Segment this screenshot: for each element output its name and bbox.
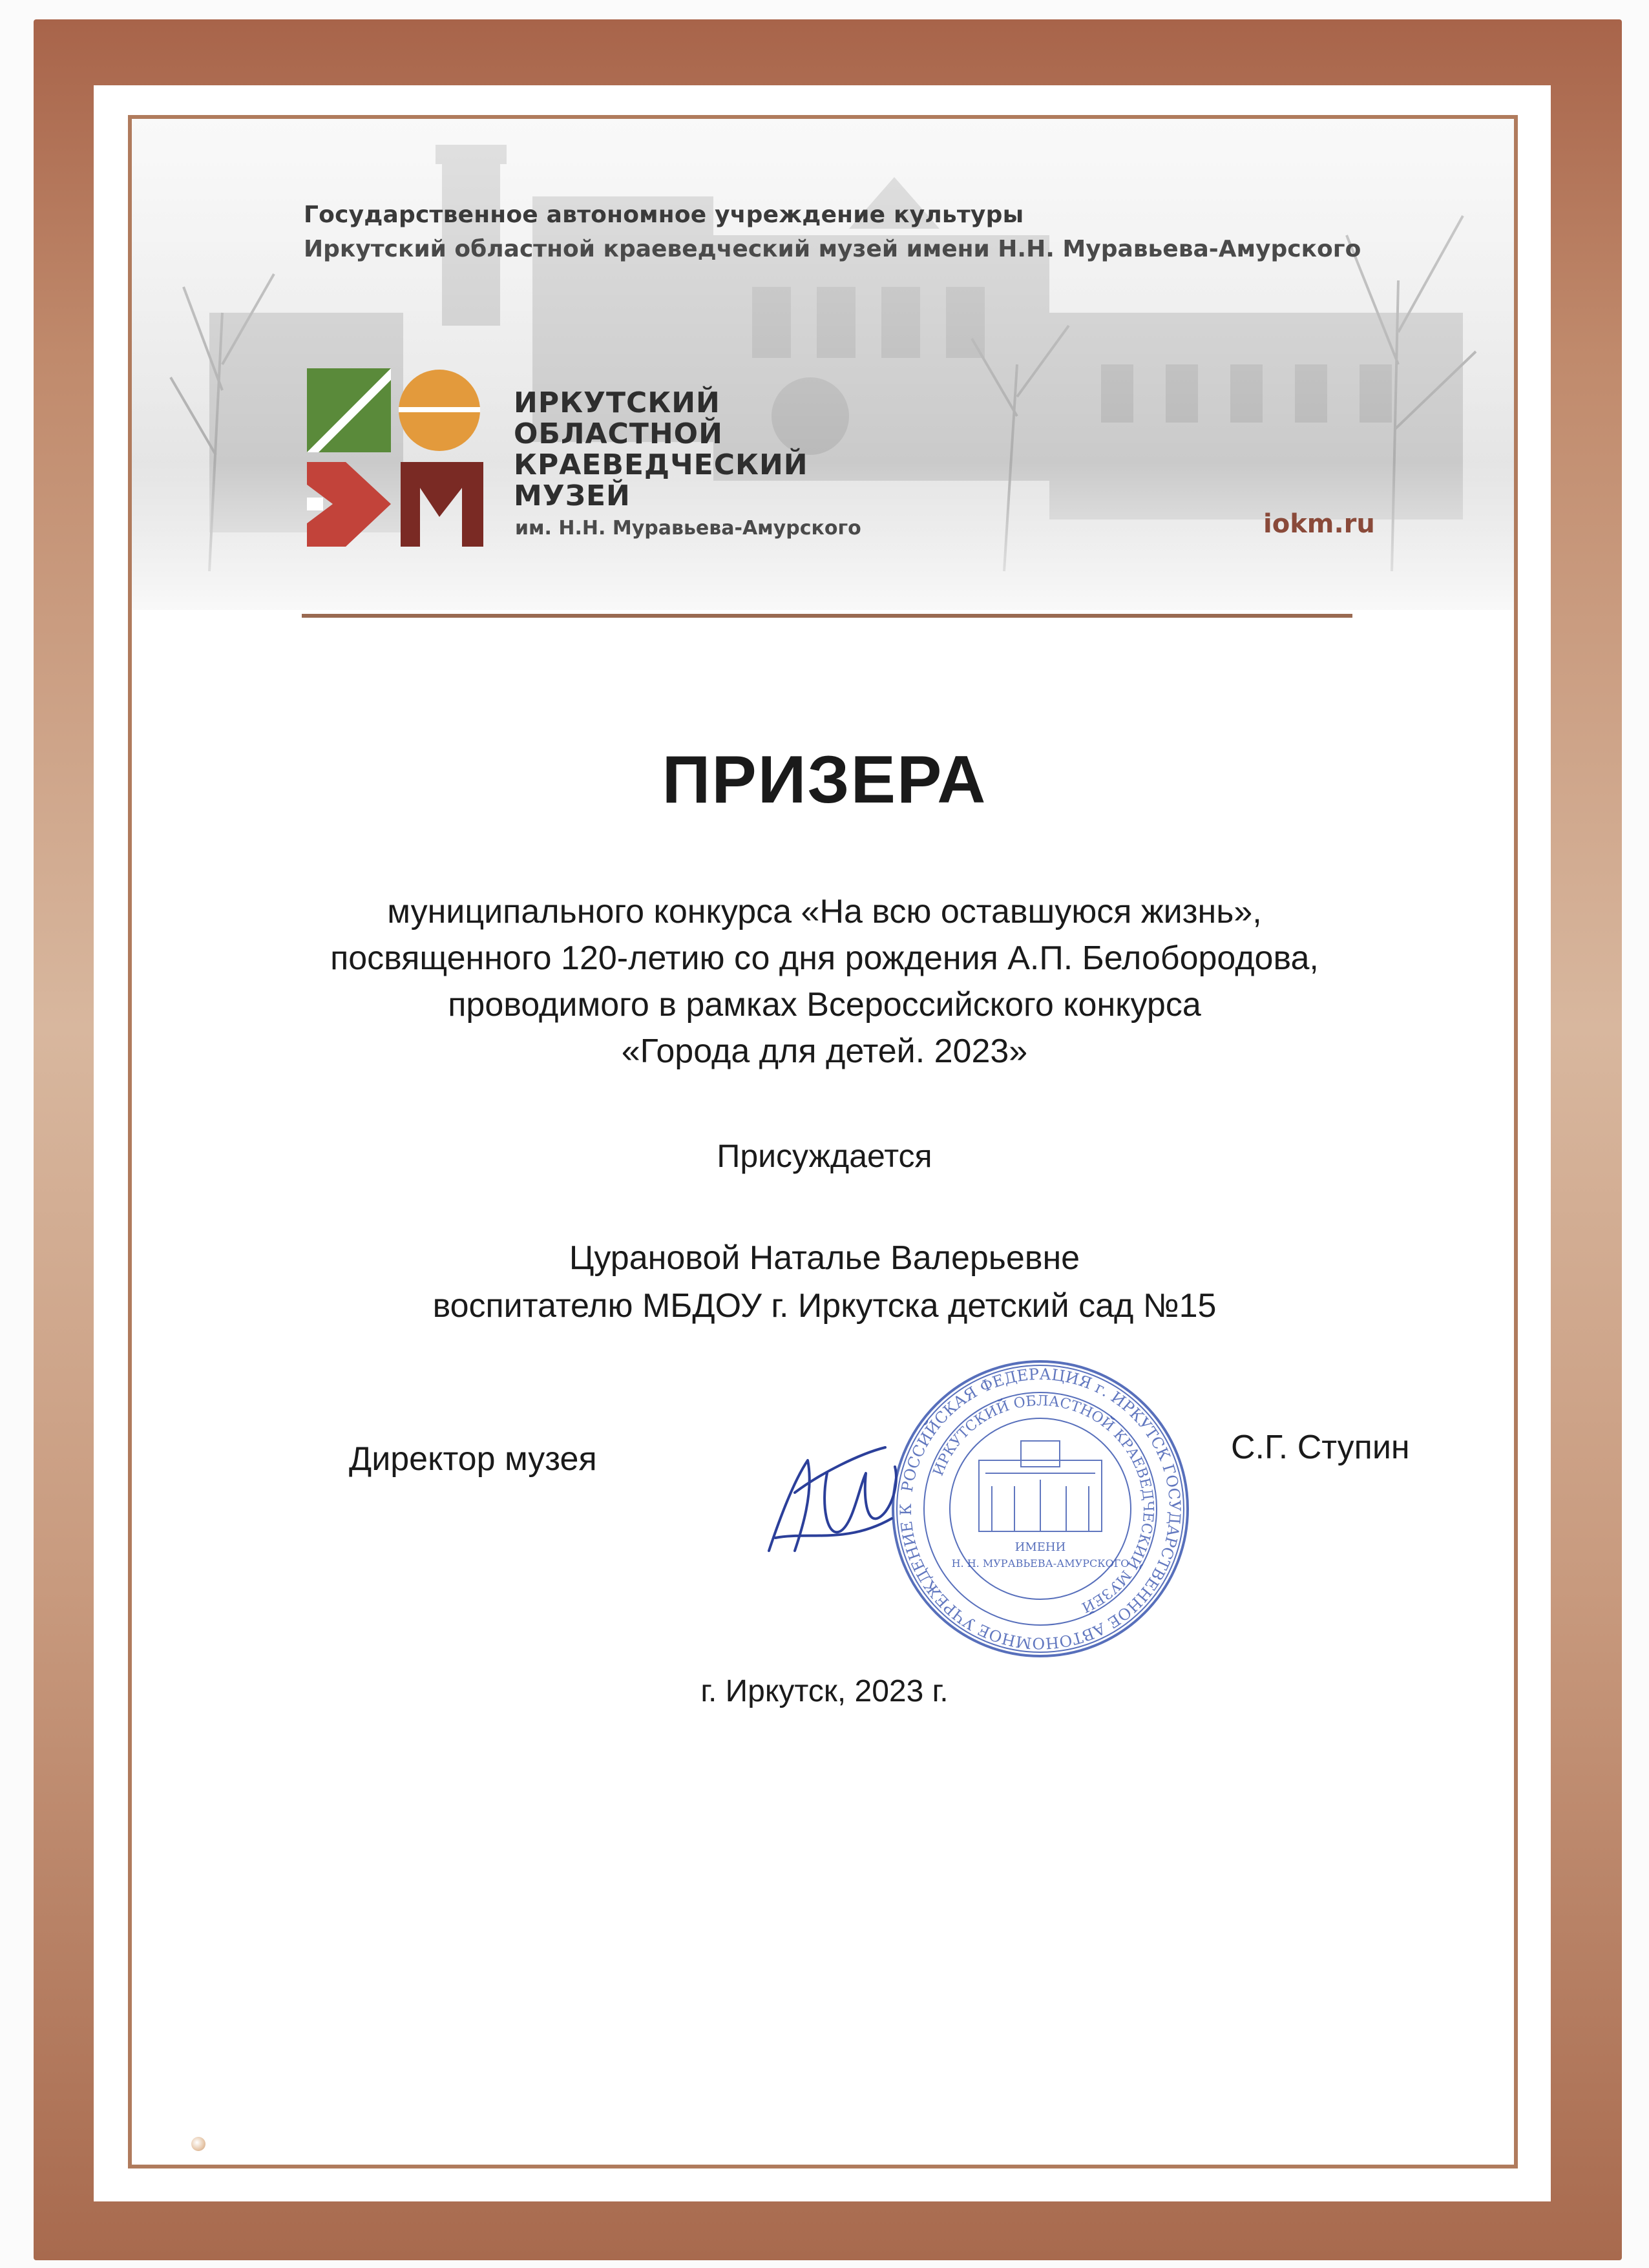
svg-text:ИМЕНИ: ИМЕНИ — [1014, 1540, 1066, 1554]
museum-seal-stamp — [888, 1357, 1192, 1661]
museum-name-line: МУЗЕЙ — [514, 479, 631, 512]
museum-name-line: ИРКУТСКИЙ — [514, 386, 720, 419]
header-divider — [302, 614, 1352, 618]
description-line: «Города для детей. 2023» — [621, 1033, 1028, 1070]
museum-name-line: ОБЛАСТНОЙ — [514, 417, 723, 450]
certificate-title: ПРИЗЕРА — [662, 742, 987, 817]
website-link: iokm.ru — [1263, 509, 1375, 539]
recipient-block — [0, 1234, 1649, 1330]
punch-hole — [191, 2137, 205, 2151]
awarded-label: Присуждается — [717, 1138, 932, 1174]
museum-name-line: КРАЕВЕДЧЕСКИЙ — [514, 448, 808, 481]
director-label: Директор музея — [349, 1440, 597, 1478]
contest-description — [0, 888, 1649, 1075]
director-signature — [756, 1434, 905, 1564]
description-line: проводимого в рамках Всероссийского конкурса — [448, 986, 1201, 1024]
description-line: муниципального конкурса «На всю оставшуюся жизнь», — [387, 893, 1262, 930]
museum-logo-icon — [307, 368, 483, 547]
org-type: Государственное автономное учреждение культуры — [304, 202, 1024, 228]
director-name: С.Г. Ступин — [1231, 1429, 1410, 1466]
org-full-name: Иркутский областной краеведческий музей имени Н.Н. Муравьева-Амурского — [304, 236, 1361, 262]
recipient-position: воспитателю МБДОУ г. Иркутска детский сад №15 — [432, 1287, 1217, 1325]
description-line: посвященного 120-летию со дня рождения А.П. Белобородова, — [330, 940, 1319, 977]
svg-text:РОССИЙСКАЯ ФЕДЕРАЦИЯ г. ИРКУТС: РОССИЙСКАЯ ФЕДЕРАЦИЯ г. ИРКУТСК ГОСУДАРСТВЕННОЕ АВТОНОМНОЕ УЧРЕЖДЕНИЕ К — [896, 1365, 1184, 1653]
svg-text:ИРКУТСКИЙ ОБЛАСТНОЙ КРАЕВЕДЧЕС: ИРКУТСКИЙ ОБЛАСТНОЙ КРАЕВЕДЧЕСКИЙ МУЗЕЙ — [930, 1392, 1157, 1615]
recipient-name: Цурановой Наталье Валерьевне — [569, 1239, 1080, 1277]
place-and-date: г. Иркутск, 2023 г. — [700, 1674, 949, 1708]
svg-text:Н. Н. МУРАВЬЕВА-АМУРСКОГО: Н. Н. МУРАВЬЕВА-АМУРСКОГО — [951, 1557, 1129, 1570]
museum-subtitle: им. Н.Н. Муравьева-Амурского — [515, 517, 861, 540]
museum-name-logotype — [514, 388, 808, 512]
